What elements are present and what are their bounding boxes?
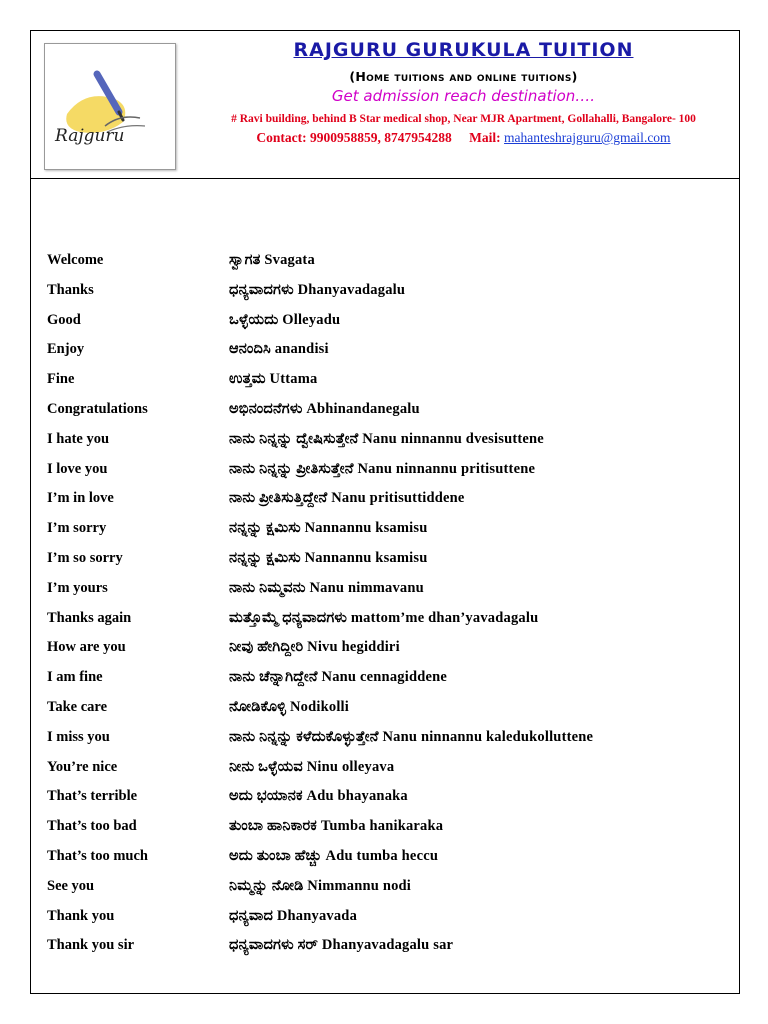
list-item bbox=[47, 669, 727, 699]
list-item bbox=[47, 520, 727, 550]
kannada-translation: ಆನಂದಿಸಿ anandisi bbox=[229, 341, 329, 358]
english-phrase: I miss you bbox=[47, 728, 110, 745]
contact-phones: Contact: 9900958859, 8747954288 bbox=[256, 130, 452, 145]
english-phrase: That’s too bad bbox=[47, 818, 137, 835]
kannada-translation: ಮತ್ತೊಮ್ಮೆ ಧನ್ಯವಾದಗಳು mattom’me dhan’yavadagalu bbox=[229, 609, 539, 626]
kannada-translation: ನಾನು ಪ್ರೀತಿಸುತ್ತಿದ್ದೇನೆ Nanu pritisuttiddene bbox=[229, 490, 465, 507]
brand-title: RAJGURU GURUKULA TUITION bbox=[293, 39, 634, 61]
kannada-translation: ಧನ್ಯವಾದಗಳು ಸರ್ Dhanyavadagalu sar bbox=[229, 937, 454, 954]
english-phrase: Congratulations bbox=[47, 400, 148, 417]
english-phrase: Enjoy bbox=[47, 341, 85, 358]
list-item bbox=[47, 580, 727, 610]
list-item bbox=[47, 461, 727, 491]
kannada-translation: ಅದು ತುಂಬಾ ಹೆಚ್ಚು Adu tumba heccu bbox=[229, 847, 439, 864]
list-item bbox=[47, 401, 727, 431]
kannada-translation: ನನ್ನನ್ನು ಕ್ಷಮಿಸು Nannannu ksamisu bbox=[229, 549, 428, 566]
english-phrase: I’m sorry bbox=[47, 520, 107, 537]
kannada-translation: ನನ್ನನ್ನು ಕ್ಷಮಿಸು Nannannu ksamisu bbox=[229, 520, 428, 537]
kannada-translation: ಸ್ವಾಗತ Svagata bbox=[229, 252, 315, 268]
list-item bbox=[47, 431, 727, 461]
kannada-translation: ನಾನು ಚೆನ್ನಾಗಿದ್ದೇನೆ Nanu cennagiddene bbox=[229, 669, 448, 686]
list-item bbox=[47, 282, 727, 312]
kannada-translation: ತುಂಬಾ ಹಾನಿಕಾರಕ Tumba hanikaraka bbox=[229, 818, 444, 835]
english-phrase: Thanks bbox=[47, 281, 94, 298]
english-phrase: You’re nice bbox=[47, 758, 118, 775]
list-item bbox=[47, 729, 727, 759]
english-phrase: I hate you bbox=[47, 430, 110, 447]
english-phrase: Take care bbox=[47, 698, 108, 715]
english-phrase: I love you bbox=[47, 460, 108, 477]
brand-subtitle: (Home tuitions and online tuitions) bbox=[349, 69, 578, 84]
list-item bbox=[47, 699, 727, 729]
english-phrase: That’s too much bbox=[47, 847, 148, 864]
english-phrase: How are you bbox=[47, 639, 126, 656]
english-phrase: Thank you bbox=[47, 907, 115, 924]
list-item bbox=[47, 848, 727, 878]
header-divider bbox=[31, 178, 739, 179]
english-phrase: I’m yours bbox=[47, 579, 108, 596]
pen-logo-icon bbox=[45, 44, 175, 169]
kannada-translation: ನೋಡಿಕೊಳ್ಳಿ Nodikolli bbox=[229, 698, 350, 715]
english-phrase: Welcome bbox=[47, 252, 104, 268]
english-phrase: Fine bbox=[47, 371, 75, 388]
phrase-list bbox=[47, 252, 727, 967]
email-link[interactable]: mahanteshrajguru@gmail.com bbox=[504, 130, 671, 145]
list-item bbox=[47, 639, 727, 669]
kannada-translation: ಉತ್ತಮ Uttama bbox=[229, 371, 318, 388]
kannada-translation: ನಾನು ನಿನ್ನನ್ನು ಪ್ರೀತಿಸುತ್ತೇನೆ Nanu ninnannu pritisuttene bbox=[229, 460, 536, 477]
list-item bbox=[47, 788, 727, 818]
list-item bbox=[47, 908, 727, 938]
logo bbox=[44, 43, 176, 170]
kannada-translation: ನಾನು ನಿಮ್ಮವನು Nanu nimmavanu bbox=[229, 579, 424, 596]
kannada-translation: ನೀವು ಹೇಗಿದ್ದೀರಿ Nivu hegiddiri bbox=[229, 639, 400, 656]
english-phrase: See you bbox=[47, 877, 95, 894]
english-phrase: I’m in love bbox=[47, 490, 114, 507]
list-item bbox=[47, 937, 727, 967]
english-phrase: Thanks again bbox=[47, 609, 132, 626]
address: # Ravi building, behind B Star medical shop, Near MJR Apartment, Gollahalli, Bangalore- 100 bbox=[231, 113, 696, 125]
kannada-translation: ನಾನು ನಿನ್ನನ್ನು ದ್ವೇಷಿಸುತ್ತೇನೆ Nanu ninnannu dvesisuttene bbox=[229, 430, 544, 447]
list-item bbox=[47, 252, 727, 282]
list-item bbox=[47, 610, 727, 640]
list-item bbox=[47, 490, 727, 520]
list-item bbox=[47, 550, 727, 580]
list-item bbox=[47, 759, 727, 789]
list-item bbox=[47, 371, 727, 401]
list-item bbox=[47, 878, 727, 908]
list-item bbox=[47, 312, 727, 342]
contact-line bbox=[196, 130, 731, 146]
kannada-translation: ನಾನು ನಿನ್ನನ್ನು ಕಳೆದುಕೊಳ್ಳುತ್ತೇನೆ Nanu ninnannu kaledukolluttene bbox=[229, 728, 594, 745]
english-phrase: Thank you sir bbox=[47, 937, 135, 954]
mail-label: Mail: bbox=[469, 130, 501, 145]
english-phrase: I am fine bbox=[47, 669, 103, 686]
tagline: Get admission reach destination…. bbox=[331, 87, 596, 105]
kannada-translation: ಧನ್ಯವಾದ Dhanyavada bbox=[229, 907, 358, 924]
english-phrase: I’m so sorry bbox=[47, 549, 123, 566]
english-phrase: That’s terrible bbox=[47, 788, 138, 805]
document-frame bbox=[30, 30, 740, 994]
kannada-translation: ನೀನು ಒಳ್ಳೆಯವ Ninu olleyava bbox=[229, 758, 395, 775]
kannada-translation: ಅಭಿನಂದನೆಗಳು Abhinandanegalu bbox=[229, 400, 420, 417]
logo-text: Rajguru bbox=[55, 126, 125, 146]
list-item bbox=[47, 341, 727, 371]
list-item bbox=[47, 818, 727, 848]
kannada-translation: ಧನ್ಯವಾದಗಳು Dhanyavadagalu bbox=[229, 281, 406, 298]
kannada-translation: ನಿಮ್ಮನ್ನು ನೋಡಿ Nimmannu nodi bbox=[229, 877, 412, 894]
english-phrase: Good bbox=[47, 311, 81, 328]
kannada-translation: ಅದು ಭಯಾನಕ Adu bhayanaka bbox=[229, 788, 408, 805]
kannada-translation: ಒಳ್ಳೆಯದು Olleyadu bbox=[229, 311, 341, 328]
